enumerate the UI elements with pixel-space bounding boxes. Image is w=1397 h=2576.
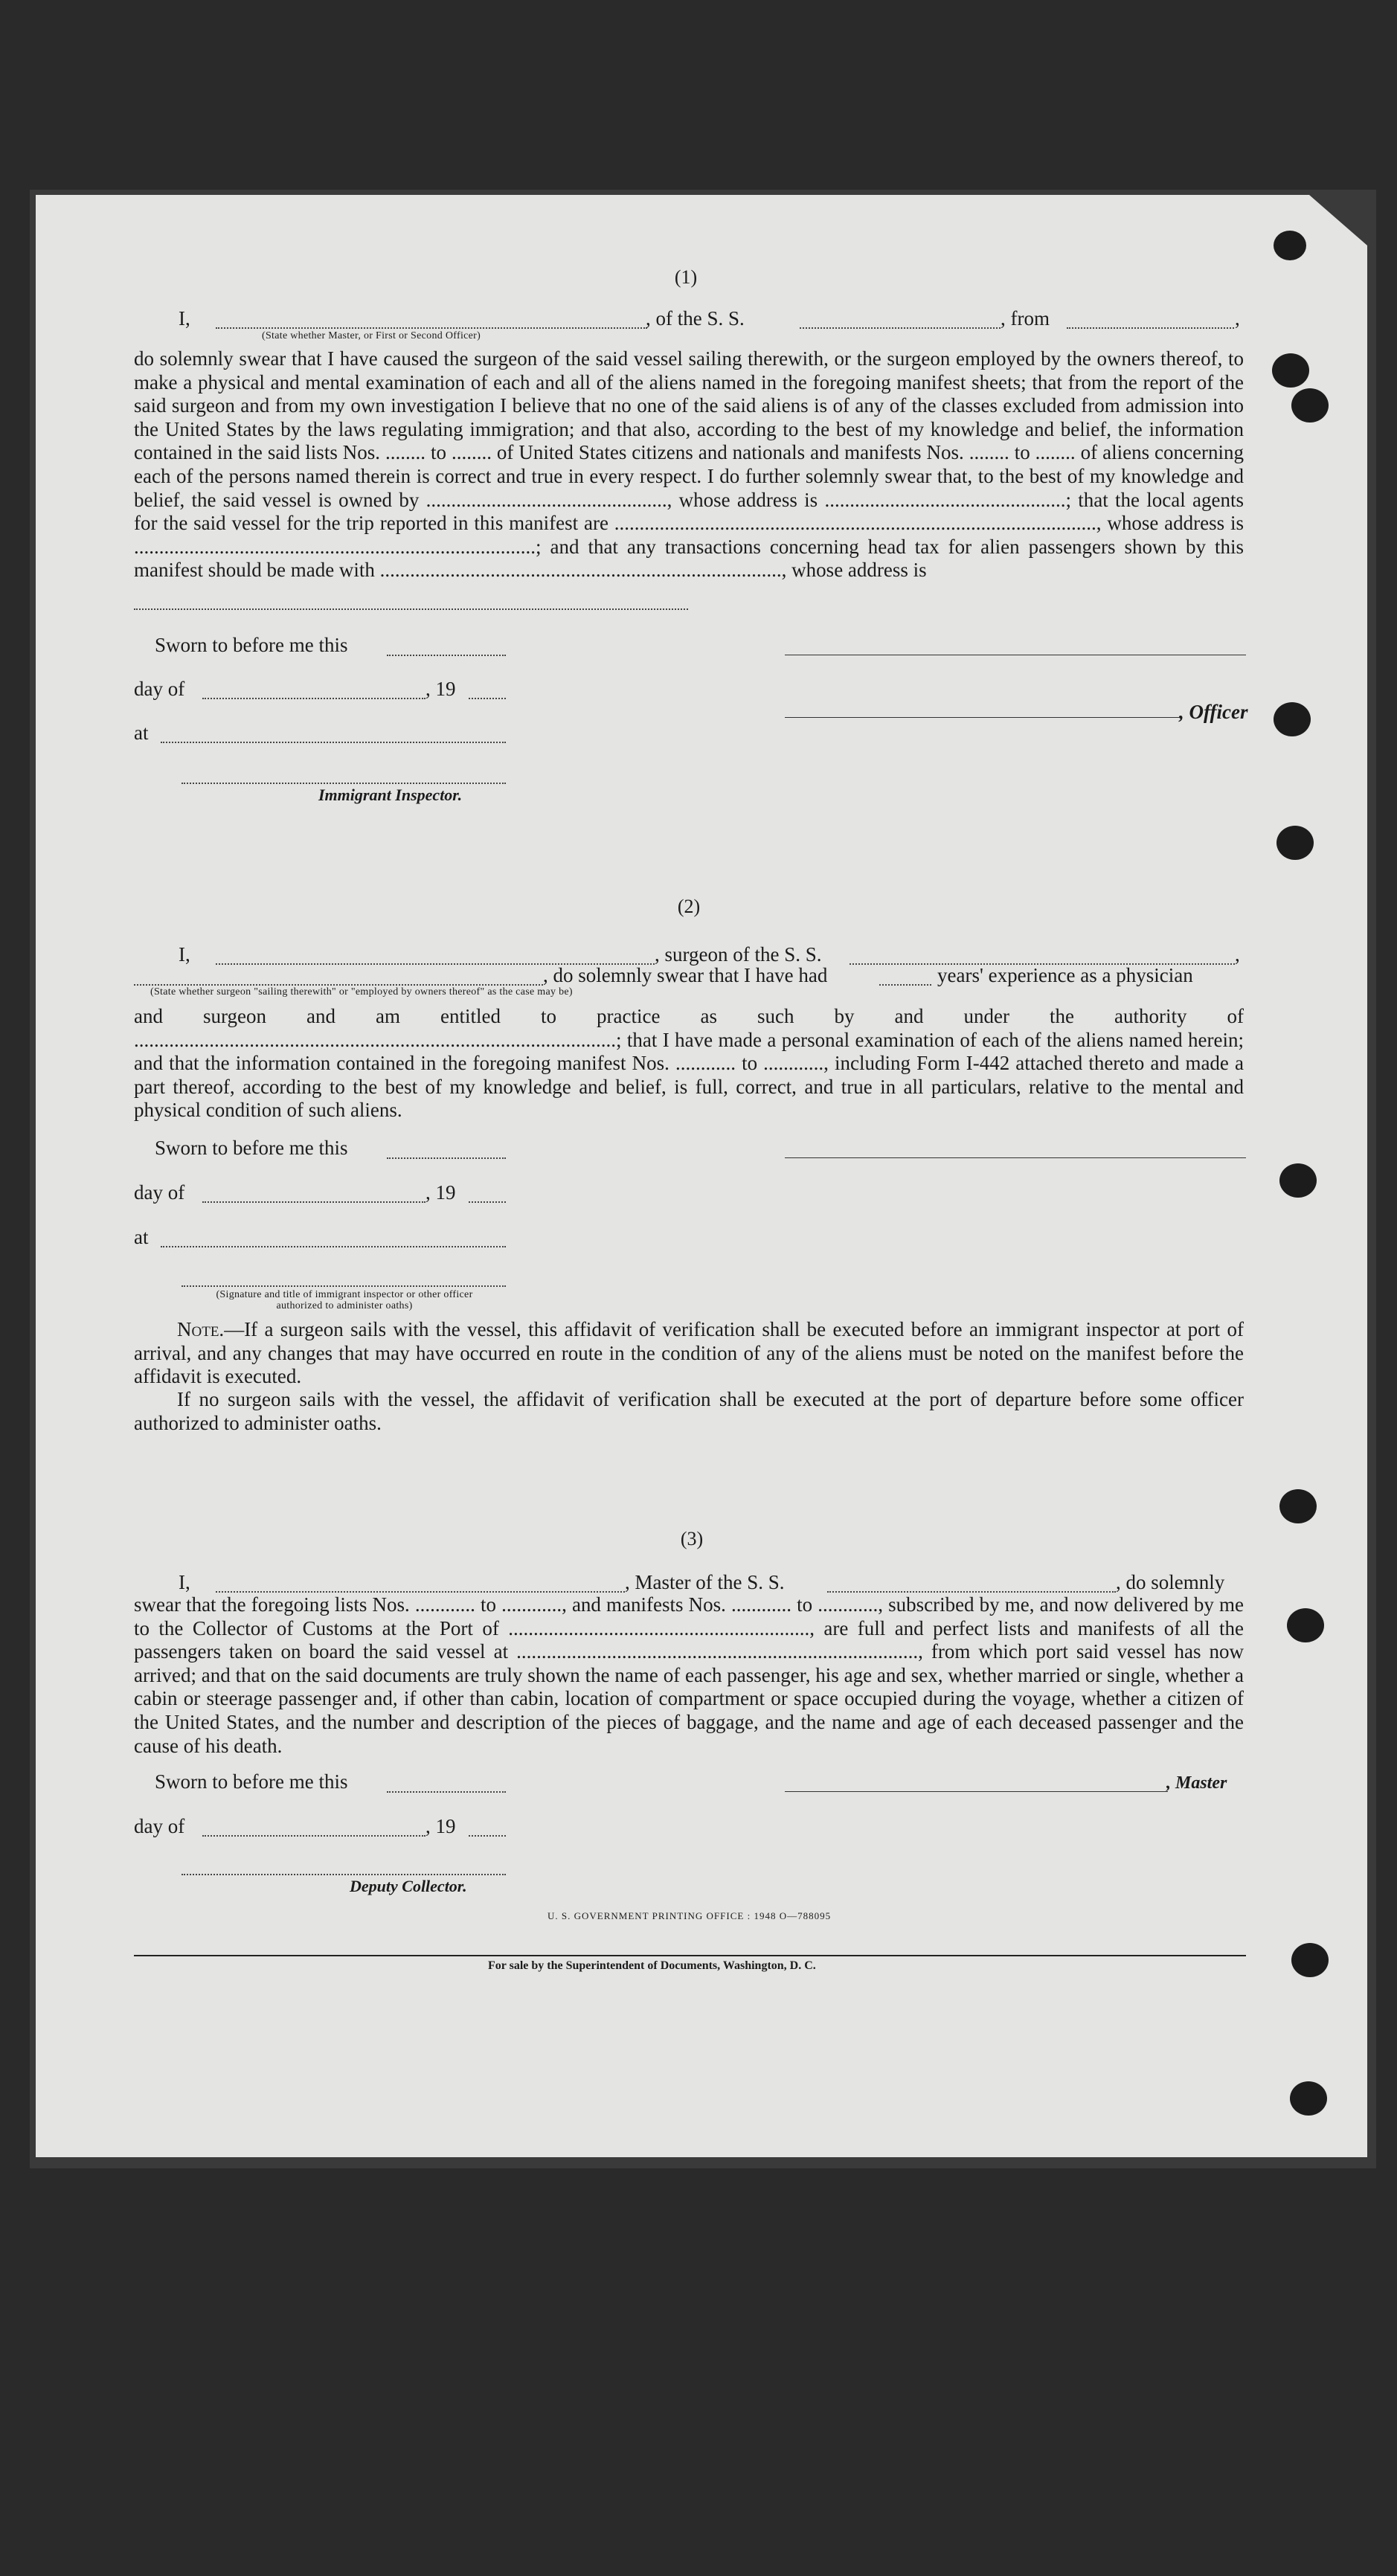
sworn-label: Sworn to before me this xyxy=(155,1770,348,1793)
inspector-signature-line xyxy=(182,783,506,784)
section-number: (3) xyxy=(680,1528,704,1549)
comma: , xyxy=(1235,943,1240,966)
day-of-label: day of xyxy=(134,1181,185,1204)
officer-name-line xyxy=(216,327,647,329)
from-label: , from xyxy=(1001,307,1050,330)
sworn-label: Sworn to before me this xyxy=(155,634,348,656)
at-line xyxy=(161,1246,506,1247)
master-label: , Master of the S. S. xyxy=(625,1571,785,1593)
collector-label: Deputy Collector. xyxy=(350,1877,467,1895)
i-label: I, xyxy=(179,307,190,330)
vessel-name-line xyxy=(827,1591,1116,1593)
officer-signature-line xyxy=(785,717,1179,718)
binder-hole xyxy=(1279,1163,1317,1198)
binder-hole xyxy=(1291,388,1329,423)
year-line xyxy=(469,698,506,699)
year-label: , 19 xyxy=(425,1815,456,1837)
oath-line xyxy=(179,307,190,330)
year-line xyxy=(469,1201,506,1203)
vessel-label: , of the S. S. xyxy=(646,307,745,330)
years-label: years' experience as a physician xyxy=(937,964,1193,986)
from-port-line xyxy=(1067,327,1234,329)
years-line xyxy=(879,984,931,986)
day-of-label: day of xyxy=(134,1815,185,1837)
collector-signature-line xyxy=(182,1874,506,1875)
note-paragraph-2: If no surgeon sails with the vessel, the affidavit of verification shall be executed at the port of departure before some officer authorized to administer oaths. xyxy=(134,1388,1244,1434)
binder-hole xyxy=(1274,231,1306,260)
sworn-label: Sworn to before me this xyxy=(155,1137,348,1159)
printing-office-line: U. S. GOVERNMENT PRINTING OFFICE : 1948 O—788095 xyxy=(547,1910,832,1921)
day-line xyxy=(202,698,425,699)
sworn-date-line xyxy=(387,655,506,656)
section-number: (2) xyxy=(677,896,701,917)
sale-notice: For sale by the Superintendent of Documents, Washington, D. C. xyxy=(488,1959,816,1972)
binder-hole xyxy=(1279,1489,1317,1523)
inspector-label: Immigrant Inspector. xyxy=(318,786,463,804)
swear-label: , do solemnly swear that I have had xyxy=(543,964,828,986)
vessel-name-line xyxy=(800,327,1001,329)
master-name-line xyxy=(216,1591,625,1593)
master-title: , Master xyxy=(1166,1773,1227,1793)
swear-label: , do solemnly xyxy=(1116,1571,1225,1593)
i-label: I, xyxy=(179,1571,190,1593)
section-number: (1) xyxy=(674,266,698,288)
at-label: at xyxy=(134,1226,149,1248)
binder-hole xyxy=(1287,1608,1324,1642)
binder-hole xyxy=(1272,353,1309,388)
master-affidavit-text: do solemnly swear that I have caused the surgeon of the said vessel sailing therewith, or the surgeon employed by the owners thereof, to make a physical and mental examination of each and all of the aliens named in the foregoing manifest sheets; that from the report of the said surgeon and from my own investigation I believe that no one of the said aliens is of any of the classes excluded from admission into the United States by the laws regulating immigration; and that also, according to the best of my knowledge and belief, the information contained in the said lists Nos. ........ to ........ of United States citizens and nationals and manifests Nos. ........ to ........ of aliens concerning each of the persons named therein is correct and true in every respect. I do further solemnly swear that, to the best of my knowledge and belief, the said vessel is owned by ................................................, whose address is ................................................; that the local agents for the said vessel for the trip reported in this manifest are ................................................................................................, whose address is ................................................................................; and that any transactions concerning head tax for alien passengers shown by this manifest should be made with ................................................................................, whose address is xyxy=(134,347,1244,582)
binder-hole xyxy=(1291,1943,1329,1977)
at-line xyxy=(161,742,506,743)
officer-rank-caption: (State whether Master, or First or Second Officer) xyxy=(262,330,481,341)
footer-rule xyxy=(134,1955,1246,1956)
sworn-date-line xyxy=(387,1157,506,1159)
binder-hole xyxy=(1274,702,1311,736)
binder-hole xyxy=(1276,826,1314,860)
year-label: , 19 xyxy=(425,1181,456,1204)
surgeon-label: , surgeon of the S. S. xyxy=(655,943,822,966)
surgeon-status-line xyxy=(134,984,543,986)
comma: , xyxy=(1235,307,1240,330)
signature-line xyxy=(785,1157,1246,1158)
sworn-date-line xyxy=(387,1791,506,1793)
master-list-affidavit-text: swear that the foregoing lists Nos. ............ to ............, and manifests Nos. ............ to ............, subscribed by me, and now delivered by me to the Collector of Customs at the Port of ............................................................, are full and perfect lists and manifests of all the passengers taken on board the said vessel at ................................................................................, from which port said vessel has now arrived; and that on the said documents are truly shown the name of each passenger, his age and sex, whether married or single, whether a cabin or steerage passenger and, if other than cabin, location of compartment or space occupied during the voyage, whether a citizen of the United States, and the number and description of the pieces of baggage, and the name and age of each deceased passenger and the cause of his death. xyxy=(134,1593,1244,1757)
binder-hole xyxy=(1290,2081,1327,2116)
note-text: —If a surgeon sails with the vessel, this affidavit of verification shall be executed before an immigrant inspector at port of arrival, and any changes that may have occurred en route in the condition of any of the aliens must be noted on the manifest before the affidavit is executed. xyxy=(134,1318,1244,1388)
year-line xyxy=(469,1835,506,1837)
note-paragraph xyxy=(134,1318,1244,1389)
note-label: Note. xyxy=(177,1318,225,1340)
surgeon-status-caption: (State whether surgeon "sailing therewith" or "employed by owners thereof" as the case may be) xyxy=(150,986,573,998)
year-label: , 19 xyxy=(425,678,456,700)
i-label: I, xyxy=(179,943,190,966)
officer-label: , Officer xyxy=(1179,701,1248,723)
day-of-label: day of xyxy=(134,678,185,700)
signature-caption: (Signature and title of immigrant inspector or other officer authorized to administer oaths) xyxy=(216,1289,473,1311)
authority-signature-line xyxy=(182,1285,506,1287)
day-line xyxy=(202,1835,425,1837)
surgeon-affidavit-text: and surgeon and am entitled to practice as such by and under the authority of ................................................................................................; that I have made a personal examination of each of the aliens named herein; and that the information contained in the foregoing manifest Nos. ............ to ............, including Form I-442 attached thereto and made a part thereof, according to the best of my knowledge and belief, is full, correct, and true in all particulars, relative to the mental and physical condition of such aliens. xyxy=(134,1005,1244,1122)
address-continuation-line xyxy=(134,608,688,610)
at-label: at xyxy=(134,722,149,744)
master-signature-line xyxy=(785,1791,1168,1792)
day-line xyxy=(202,1201,425,1203)
